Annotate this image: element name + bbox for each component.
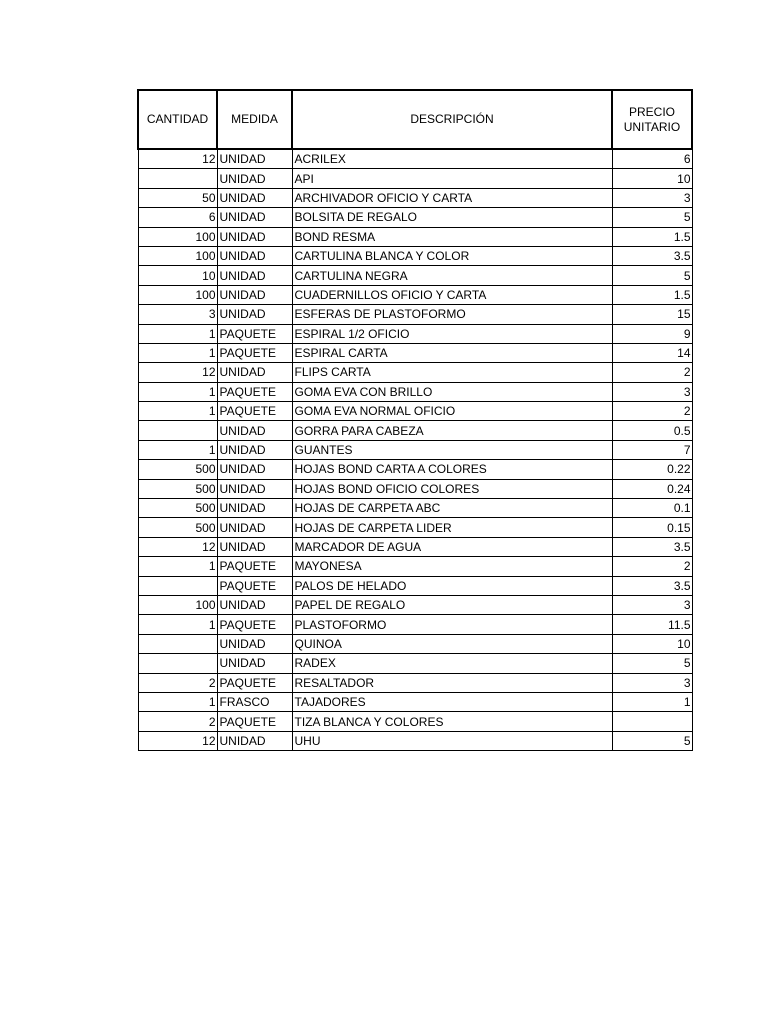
- cell-descripcion: CARTULINA NEGRA: [292, 266, 612, 285]
- cell-precio-unitario: 6: [612, 149, 692, 169]
- cell-descripcion: GUANTES: [292, 440, 612, 459]
- table-row: [138, 208, 692, 227]
- cell-cantidad: 2: [138, 673, 217, 692]
- cell-precio-unitario: 3: [612, 595, 692, 614]
- cell-medida: PAQUETE: [217, 343, 292, 362]
- cell-cantidad: 12: [138, 537, 217, 556]
- cell-precio-unitario: 0.1: [612, 499, 692, 518]
- cell-precio-unitario: 5: [612, 654, 692, 673]
- cell-descripcion: PLASTOFORMO: [292, 615, 612, 634]
- cell-precio-unitario: 2: [612, 363, 692, 382]
- cell-descripcion: HOJAS BOND CARTA A COLORES: [292, 460, 612, 479]
- cell-cantidad: 100: [138, 595, 217, 614]
- table-row: [138, 692, 692, 711]
- cell-medida: UNIDAD: [217, 149, 292, 169]
- price-list-sheet: [137, 89, 693, 751]
- cell-cantidad: [138, 576, 217, 595]
- cell-descripcion: PALOS DE HELADO: [292, 576, 612, 595]
- cell-precio-unitario: 14: [612, 343, 692, 362]
- table-row: [138, 169, 692, 188]
- table-row: [138, 557, 692, 576]
- cell-medida: UNIDAD: [217, 421, 292, 440]
- cell-descripcion: HOJAS BOND OFICIO COLORES: [292, 479, 612, 498]
- cell-precio-unitario: 7: [612, 440, 692, 459]
- table-row: [138, 363, 692, 382]
- cell-precio-unitario: 2: [612, 402, 692, 421]
- cell-cantidad: 100: [138, 227, 217, 246]
- cell-precio-unitario: 5: [612, 266, 692, 285]
- cell-cantidad: 100: [138, 246, 217, 265]
- cell-descripcion: TAJADORES: [292, 692, 612, 711]
- table-row: [138, 305, 692, 324]
- table-row: [138, 227, 692, 246]
- table-row: [138, 518, 692, 537]
- cell-precio-unitario: 11.5: [612, 615, 692, 634]
- cell-precio-unitario: 9: [612, 324, 692, 343]
- table-row: [138, 440, 692, 459]
- cell-descripcion: ARCHIVADOR OFICIO Y CARTA: [292, 188, 612, 207]
- cell-descripcion: BOND RESMA: [292, 227, 612, 246]
- table-row: [138, 654, 692, 673]
- cell-medida: UNIDAD: [217, 440, 292, 459]
- table-row: [138, 382, 692, 401]
- cell-descripcion: MARCADOR DE AGUA: [292, 537, 612, 556]
- table-header: [138, 90, 692, 149]
- table-row: [138, 615, 692, 634]
- cell-medida: UNIDAD: [217, 305, 292, 324]
- cell-precio-unitario: 1.5: [612, 285, 692, 304]
- cell-descripcion: API: [292, 169, 612, 188]
- cell-medida: PAQUETE: [217, 402, 292, 421]
- cell-medida: UNIDAD: [217, 188, 292, 207]
- cell-cantidad: 3: [138, 305, 217, 324]
- cell-descripcion: RADEX: [292, 654, 612, 673]
- table-row: [138, 576, 692, 595]
- cell-precio-unitario: 1: [612, 692, 692, 711]
- table-row: [138, 634, 692, 653]
- table-row: [138, 595, 692, 614]
- cell-medida: PAQUETE: [217, 712, 292, 731]
- header-cantidad: CANTIDAD: [138, 90, 217, 149]
- cell-precio-unitario: 3: [612, 673, 692, 692]
- cell-medida: UNIDAD: [217, 731, 292, 750]
- cell-medida: UNIDAD: [217, 537, 292, 556]
- cell-precio-unitario: 1.5: [612, 227, 692, 246]
- table-row: [138, 499, 692, 518]
- cell-descripcion: UHU: [292, 731, 612, 750]
- cell-medida: UNIDAD: [217, 363, 292, 382]
- table-row: [138, 266, 692, 285]
- cell-cantidad: [138, 169, 217, 188]
- cell-precio-unitario: 0.22: [612, 460, 692, 479]
- cell-medida: UNIDAD: [217, 499, 292, 518]
- header-precio-unitario: PRECIO UNITARIO: [612, 90, 692, 149]
- cell-descripcion: BOLSITA DE REGALO: [292, 208, 612, 227]
- cell-descripcion: FLIPS CARTA: [292, 363, 612, 382]
- table-row: [138, 343, 692, 362]
- cell-precio-unitario: 0.15: [612, 518, 692, 537]
- cell-precio-unitario: 3.5: [612, 576, 692, 595]
- cell-descripcion: GOMA EVA NORMAL OFICIO: [292, 402, 612, 421]
- cell-descripcion: HOJAS DE CARPETA ABC: [292, 499, 612, 518]
- cell-precio-unitario: 10: [612, 634, 692, 653]
- cell-medida: UNIDAD: [217, 460, 292, 479]
- cell-precio-unitario: 0.24: [612, 479, 692, 498]
- cell-descripcion: ACRILEX: [292, 149, 612, 169]
- cell-cantidad: 2: [138, 712, 217, 731]
- table-row: [138, 188, 692, 207]
- cell-precio-unitario: 5: [612, 731, 692, 750]
- cell-cantidad: 1: [138, 343, 217, 362]
- cell-precio-unitario: 3: [612, 382, 692, 401]
- cell-precio-unitario: [612, 712, 692, 731]
- table-row: [138, 246, 692, 265]
- table-row: [138, 731, 692, 750]
- cell-medida: UNIDAD: [217, 285, 292, 304]
- cell-cantidad: 1: [138, 402, 217, 421]
- table-row: [138, 402, 692, 421]
- cell-medida: UNIDAD: [217, 518, 292, 537]
- table-row: [138, 673, 692, 692]
- cell-cantidad: 1: [138, 615, 217, 634]
- cell-cantidad: 1: [138, 324, 217, 343]
- cell-precio-unitario: 3.5: [612, 537, 692, 556]
- cell-medida: PAQUETE: [217, 382, 292, 401]
- cell-cantidad: 50: [138, 188, 217, 207]
- cell-medida: PAQUETE: [217, 324, 292, 343]
- cell-cantidad: 1: [138, 382, 217, 401]
- cell-descripcion: MAYONESA: [292, 557, 612, 576]
- cell-descripcion: ESPIRAL 1/2 OFICIO: [292, 324, 612, 343]
- cell-descripcion: GOMA EVA CON BRILLO: [292, 382, 612, 401]
- table-row: [138, 324, 692, 343]
- cell-cantidad: [138, 654, 217, 673]
- table-row: [138, 479, 692, 498]
- cell-cantidad: 500: [138, 518, 217, 537]
- cell-medida: UNIDAD: [217, 654, 292, 673]
- cell-cantidad: 12: [138, 731, 217, 750]
- cell-descripcion: PAPEL DE REGALO: [292, 595, 612, 614]
- cell-cantidad: 12: [138, 363, 217, 382]
- cell-medida: UNIDAD: [217, 246, 292, 265]
- cell-medida: UNIDAD: [217, 634, 292, 653]
- cell-descripcion: ESPIRAL CARTA: [292, 343, 612, 362]
- cell-cantidad: 1: [138, 440, 217, 459]
- table-row: [138, 537, 692, 556]
- cell-medida: PAQUETE: [217, 673, 292, 692]
- cell-descripcion: CUADERNILLOS OFICIO Y CARTA: [292, 285, 612, 304]
- cell-medida: UNIDAD: [217, 479, 292, 498]
- table-body: [138, 149, 692, 751]
- cell-medida: FRASCO: [217, 692, 292, 711]
- cell-cantidad: 1: [138, 692, 217, 711]
- cell-precio-unitario: 2: [612, 557, 692, 576]
- cell-cantidad: 1: [138, 557, 217, 576]
- cell-precio-unitario: 3.5: [612, 246, 692, 265]
- cell-cantidad: 500: [138, 499, 217, 518]
- cell-medida: UNIDAD: [217, 208, 292, 227]
- cell-cantidad: 100: [138, 285, 217, 304]
- cell-descripcion: HOJAS DE CARPETA LIDER: [292, 518, 612, 537]
- header-descripcion: DESCRIPCIÓN: [292, 90, 612, 149]
- cell-descripcion: RESALTADOR: [292, 673, 612, 692]
- cell-precio-unitario: 0.5: [612, 421, 692, 440]
- cell-descripcion: GORRA PARA CABEZA: [292, 421, 612, 440]
- header-medida: MEDIDA: [217, 90, 292, 149]
- cell-cantidad: [138, 421, 217, 440]
- cell-cantidad: 12: [138, 149, 217, 169]
- table-row: [138, 712, 692, 731]
- header-row: [138, 90, 692, 149]
- cell-precio-unitario: 15: [612, 305, 692, 324]
- cell-medida: PAQUETE: [217, 615, 292, 634]
- table-row: [138, 421, 692, 440]
- table-row: [138, 285, 692, 304]
- cell-cantidad: 10: [138, 266, 217, 285]
- cell-descripcion: QUINOA: [292, 634, 612, 653]
- cell-medida: UNIDAD: [217, 227, 292, 246]
- cell-medida: PAQUETE: [217, 576, 292, 595]
- cell-medida: UNIDAD: [217, 595, 292, 614]
- cell-medida: PAQUETE: [217, 557, 292, 576]
- cell-cantidad: 500: [138, 460, 217, 479]
- cell-descripcion: CARTULINA BLANCA Y COLOR: [292, 246, 612, 265]
- cell-precio-unitario: 5: [612, 208, 692, 227]
- cell-descripcion: TIZA BLANCA Y COLORES: [292, 712, 612, 731]
- cell-precio-unitario: 10: [612, 169, 692, 188]
- cell-cantidad: 6: [138, 208, 217, 227]
- cell-medida: UNIDAD: [217, 169, 292, 188]
- price-list-table: [137, 89, 693, 751]
- table-row: [138, 460, 692, 479]
- cell-medida: UNIDAD: [217, 266, 292, 285]
- cell-precio-unitario: 3: [612, 188, 692, 207]
- cell-cantidad: [138, 634, 217, 653]
- cell-cantidad: 500: [138, 479, 217, 498]
- table-row: [138, 149, 692, 169]
- cell-descripcion: ESFERAS DE PLASTOFORMO: [292, 305, 612, 324]
